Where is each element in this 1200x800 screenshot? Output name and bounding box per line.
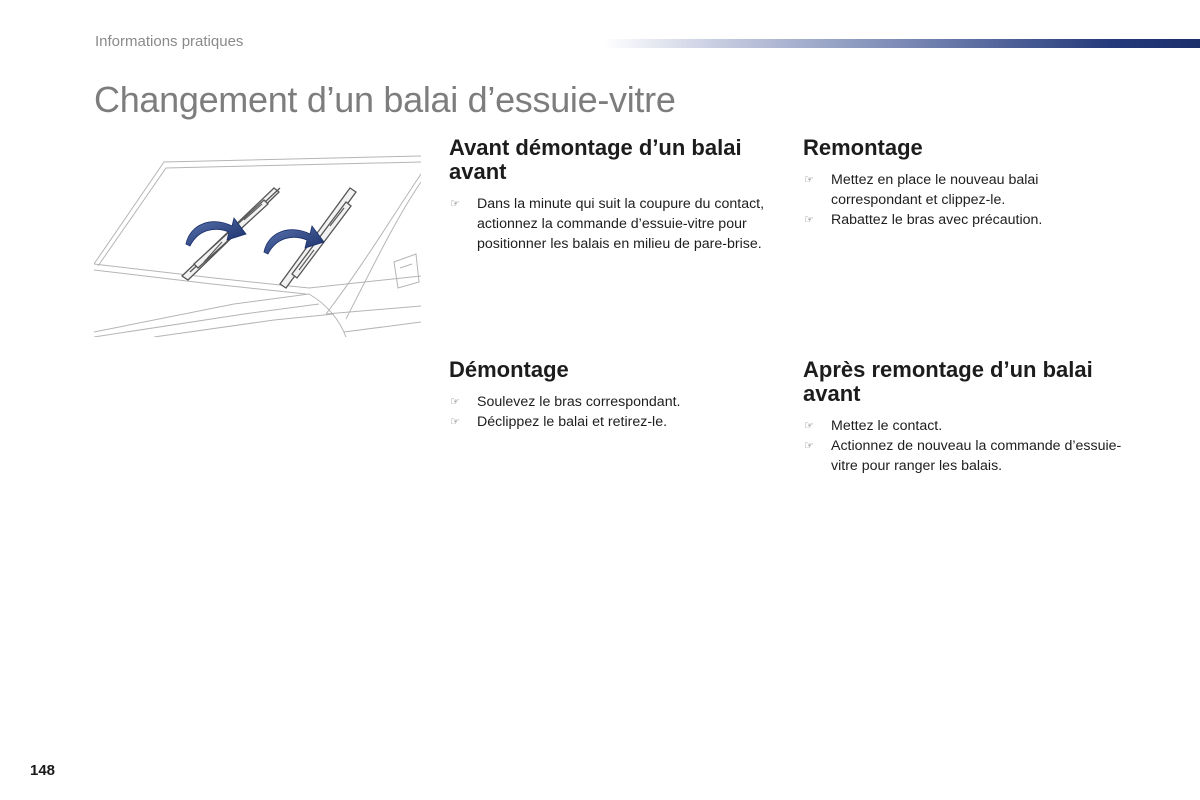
section-heading: Avant démontage d’un balai avant xyxy=(449,135,742,184)
section-remontage xyxy=(803,136,1123,230)
section-heading: Démontage xyxy=(449,357,569,382)
list-item: ☞ Dans la minute qui suit la coupure du contact, actionnez la commande d’essuie-vitre pour positionner les balais en milieu de pare-brise. xyxy=(450,196,765,252)
section-demontage xyxy=(449,358,779,432)
pointing-hand-icon: ☞ xyxy=(804,173,814,186)
header-gradient-bar xyxy=(603,39,1200,48)
bullet-list xyxy=(803,170,1123,230)
bullet-list xyxy=(449,392,779,432)
pointing-hand-icon: ☞ xyxy=(450,395,460,408)
list-item: ☞ Déclippez le balai et retirez-le. xyxy=(450,414,668,430)
section-heading: Remontage xyxy=(803,135,923,160)
section-avant-demontage xyxy=(449,136,784,254)
page-number: 148 xyxy=(30,762,56,779)
list-item: ☞ Mettez en place le nouveau balai correspondant et clippez-le. xyxy=(804,172,1039,208)
page-title: Changement d’un balai d’essuie-vitre xyxy=(94,79,676,120)
rotation-arrow-icon xyxy=(186,218,246,246)
list-item: ☞ Soulevez le bras correspondant. xyxy=(450,394,681,410)
section-apres-remontage xyxy=(803,358,1128,476)
section-heading: Après remontage d’un balai avant xyxy=(803,357,1093,406)
section-header-label: Informations pratiques xyxy=(95,33,244,50)
bullet-list xyxy=(803,416,1128,476)
list-item: ☞ Rabattez le bras avec précaution. xyxy=(804,212,1043,228)
list-item: ☞ Mettez le contact. xyxy=(804,418,943,434)
list-item: ☞ Actionnez de nouveau la commande d’essuie-vitre pour ranger les balais. xyxy=(804,438,1122,474)
bullet-list xyxy=(449,194,784,254)
pointing-hand-icon: ☞ xyxy=(804,439,814,452)
pointing-hand-icon: ☞ xyxy=(450,197,460,210)
pointing-hand-icon: ☞ xyxy=(804,419,814,432)
pointing-hand-icon: ☞ xyxy=(450,415,460,428)
pointing-hand-icon: ☞ xyxy=(804,213,814,226)
wiper-illustration xyxy=(94,154,421,337)
windshield-wipers-drawing xyxy=(94,154,421,337)
